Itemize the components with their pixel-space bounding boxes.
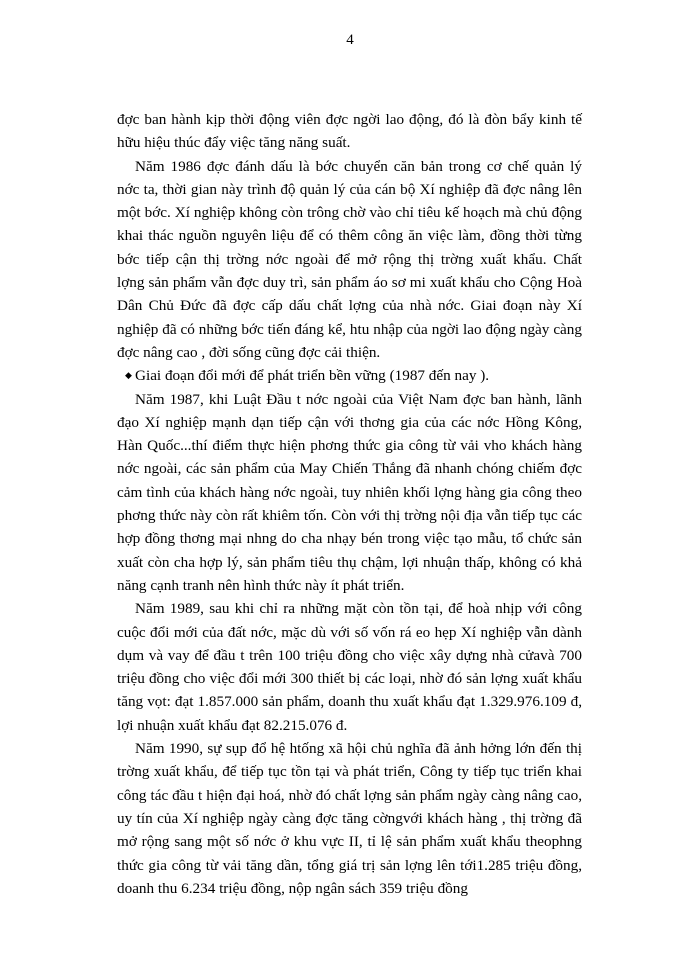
text-line: khai thác nguồn nguyên liệu để có thêm công ăn việc làm, đồng thời từng <box>117 227 582 245</box>
text-line: mở rộng sang một số nớc ở khu vực II, tỉ lệ sản phẩm xuất khẩu theophng <box>117 833 582 851</box>
text-line: lợi nhuận xuất khẩu đạt 82.215.076 đ. <box>117 716 348 734</box>
text-line: Giai đoạn đổi mới để phát triển bền vững (1987 đến nay ). <box>135 367 490 385</box>
text-line: đạo Xí nghiệp mạnh dạn tiếp cận với thơng gia của các nớc Hồng Kông, <box>117 413 582 431</box>
text-line: Năm 1987, khi Luật Đầu t nớc ngoài của Việt Nam đợc ban hành, lãnh <box>135 390 582 408</box>
paragraph <box>117 388 582 598</box>
text-line: năng cạnh tranh nên hình thức này ít phát triển. <box>117 576 405 594</box>
text-line: uy tín của Xí nghiệp ngày càng đợc tăng cờngvới khách hàng , thị trờng đã <box>117 809 582 827</box>
text-line: nớc ngoài, các sản phẩm của May Chiến Thắng đã nhanh chóng chiếm đợc <box>117 460 582 478</box>
text-line: cuộc đổi mới của đất nớc, mặc dù với số vốn rá eo hẹp Xí nghiệp vẫn dành <box>117 623 582 641</box>
text-line: Năm 1990, sự sụp đổ hệ htống xã hội chủ nghĩa đã ảnh hởng lớn đến thị <box>135 740 582 758</box>
text-line: dụm và vay để đầu t trên 100 triệu đồng cho việc xây dựng nhà cửavà 700 <box>117 646 582 664</box>
page-number: 4 <box>346 32 354 48</box>
bullet-diamond-icon: ◆ <box>125 370 132 381</box>
bullet-item <box>117 364 582 387</box>
text-line: Năm 1986 đợc đánh dấu là bớc chuyển căn bản trong cơ chế quản lý <box>135 157 582 175</box>
text-line: tăng vọt: đạt 1.857.000 sản phẩm, doanh thu xuất khẩu đạt 1.329.976.109 đ, <box>117 693 582 711</box>
text-line: công tác đầu t hiện đại hoá, nhờ đó chất lợng sản phẩm ngày càng nâng cao, <box>117 786 582 804</box>
text-line: nớc ta, thời gian này trình độ quản lý của cán bộ Xí nghiệp đã đợc nâng lên <box>117 180 582 198</box>
text-line: Hàn Quốc...thí điểm thực hiện phơng thức gia công từ vải vho khách hàng <box>117 437 582 455</box>
text-line: doanh thu 6.234 triệu đồng, nộp ngân sách 359 triệu đồng <box>117 879 468 897</box>
text-line: trờng xuất khẩu, để tiếp tục tồn tại và phát triển, Công ty tiếp tục triển khai <box>117 763 582 781</box>
document-body <box>117 108 582 900</box>
text-line: thức gia công từ vải tăng dần, tổng giá trị sản lợng lên tới1.285 triệu đồng, <box>117 856 582 874</box>
paragraph <box>117 737 582 900</box>
text-line: hữu hiệu thúc đẩy việc tăng năng suất. <box>117 134 351 152</box>
text-line: xuất còn cha hợp lý, sản phẩm tiêu thụ chậm, lợi nhuận thấp, không có khả <box>117 553 582 571</box>
text-line: cảm tình của khách hàng nớc ngoài, tuy nhiên khối lợng hàng gia công theo <box>117 483 582 501</box>
text-line: hợp đồng thơng mại nhng do cha nhạy bén trong việc tạo mẫu, tổ chức sản <box>117 530 582 548</box>
text-line: triệu đồng cho việc đổi mới 300 thiết bị các loại, nhờ đó sản lợng xuất khẩu <box>117 670 582 688</box>
text-line: đợc ban hành kịp thời động viên đợc ngời lao động, đó là đòn bẩy kinh tế <box>117 111 582 128</box>
text-line: Dân Chủ Đức đã đợc cấp dấu chất lợng của nhà nớc. Giai đoạn này Xí <box>117 297 582 315</box>
text-line: nghiệp đã có những bớc tiến đáng kể, htu nhập của ngời lao động ngày càng <box>117 320 582 338</box>
paragraph <box>117 597 582 737</box>
text-line: một bớc. Xí nghiệp không còn trông chờ vào chỉ tiêu kế hoạch mà chủ động <box>117 204 582 222</box>
paragraph <box>117 155 582 365</box>
text-line: đợc nâng cao , đời sống cũng đợc cải thiện. <box>117 343 381 361</box>
text-line: Năm 1989, sau khi chỉ ra những mặt còn tồn tại, để hoà nhịp với công <box>135 600 582 618</box>
text-line: phơng thức này còn rất khiêm tốn. Còn với thị trờng nội địa vẫn tiếp tục các <box>117 507 582 525</box>
paragraph <box>117 108 582 155</box>
text-line: lợng sản phẩm vẫn đợc duy trì, sản phẩm áo sơ mi xuất khẩu cho Cộng Hoà <box>117 274 582 292</box>
text-line: bớc tiếp cận thị trờng nớc ngoài để mở rộng thị trờng xuất khẩu. Chất <box>117 250 582 268</box>
